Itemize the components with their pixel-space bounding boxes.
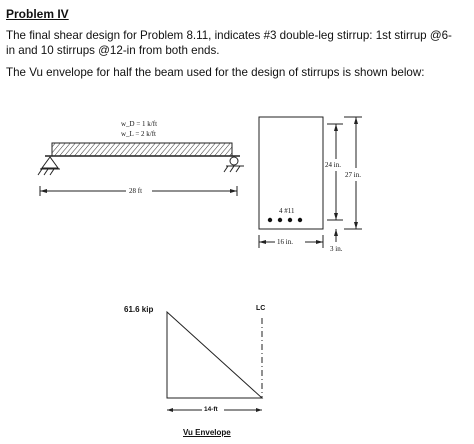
dead-load-label: w_D = 1 k/ft <box>121 120 158 128</box>
length-label: 14-ft <box>204 406 218 413</box>
rebar <box>298 218 302 222</box>
rebar <box>288 218 292 222</box>
depth-label: 24 in. <box>325 161 341 169</box>
envelope-caption: Vu Envelope <box>183 428 231 437</box>
rebar <box>278 218 282 222</box>
problem-title: Problem IV <box>6 7 69 21</box>
height-label: 27 in. <box>345 171 361 179</box>
rebar-label: 4 #11 <box>279 207 295 215</box>
distributed-load <box>52 143 232 156</box>
live-load-label: w_L = 2 k/ft <box>121 130 156 138</box>
width-label: 16 in. <box>277 238 293 246</box>
shear-envelope-triangle <box>167 312 262 398</box>
problem-paragraph-2: The Vu envelope for half the beam used for the design of stirrups is shown below: <box>6 66 425 79</box>
rebar <box>268 218 272 222</box>
centerline-label: LC <box>256 305 266 312</box>
paragraph-line-2: in and 10 stirrups @12-in from both ends. <box>6 44 220 57</box>
span-label: 28 ft <box>129 187 143 195</box>
paragraph-line-1: The final shear design for Problem 8.11, indicates #3 double-leg stirrup: 1st stirrup @6- <box>6 29 452 42</box>
pin-support <box>42 157 58 168</box>
cover-label: 3 in. <box>330 245 343 253</box>
roller-support <box>230 157 238 165</box>
max-shear-label: 61.6 kip <box>124 305 154 314</box>
